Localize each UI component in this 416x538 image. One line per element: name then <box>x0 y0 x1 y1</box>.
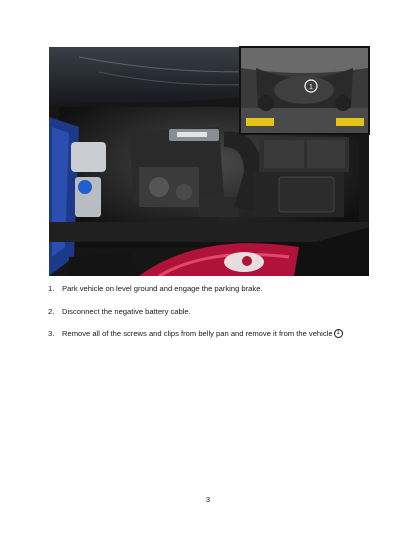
page-number: 3 <box>205 495 211 504</box>
instruction-list <box>48 284 378 352</box>
step-text: Disconnect the negative battery cable. <box>62 306 191 316</box>
step-number: 1. <box>48 284 55 293</box>
step-number: 2. <box>48 306 55 316</box>
step-text: Remove all of the screws and clips from belly pan and remove it from the vehicle <box>62 329 333 338</box>
list-item <box>48 307 378 317</box>
step-text: Park vehicle on level ground and engage the parking brake. <box>62 284 263 293</box>
underbody-inset-photo <box>239 46 370 135</box>
callout-circle-icon: 1 <box>334 329 343 338</box>
list-item <box>48 329 378 339</box>
step-number: 3. <box>48 329 55 338</box>
inset-callout-number: 1 <box>309 84 313 91</box>
list-item <box>48 284 378 294</box>
